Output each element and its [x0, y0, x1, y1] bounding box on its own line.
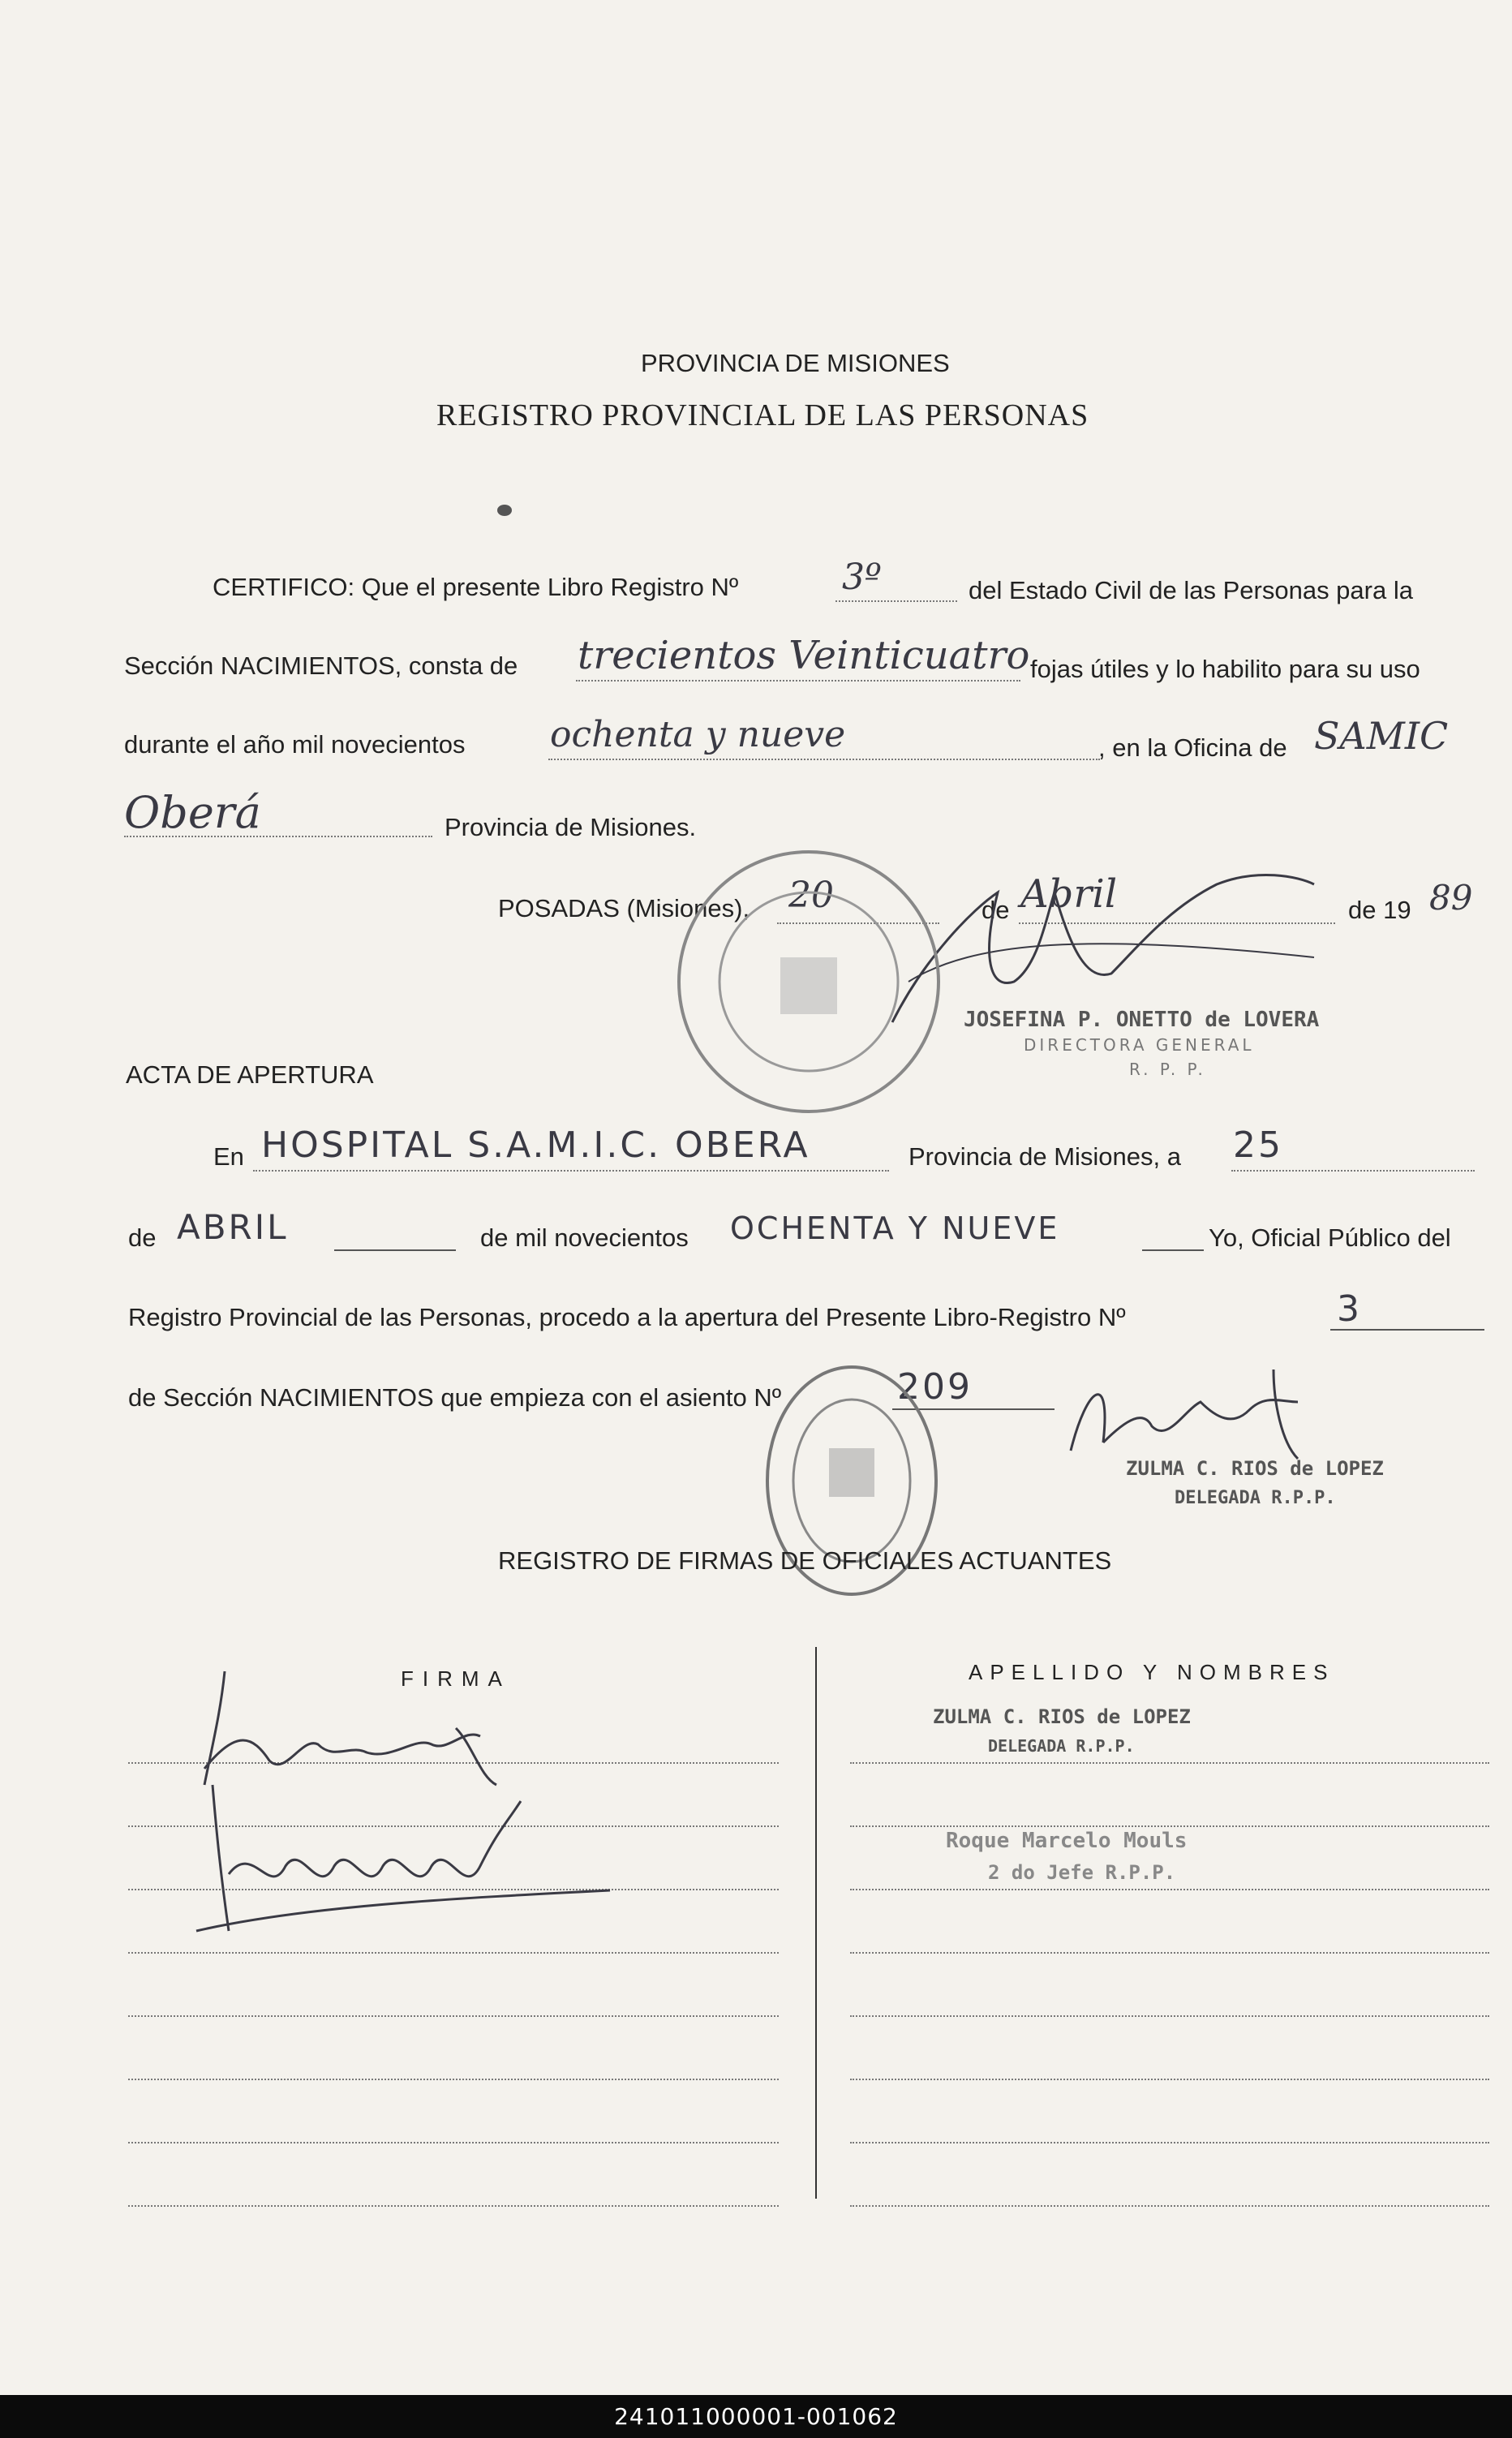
ruled-line: [128, 2079, 779, 2080]
month-handwritten: Abril: [1020, 871, 1118, 917]
official-seal-upper: [675, 848, 943, 1116]
col-firma-heading: FIRMA: [401, 1666, 511, 1691]
office2-handwritten: Oberá: [124, 787, 261, 838]
ruled-line: [850, 1825, 1489, 1827]
director-stamp-name: JOSEFINA P. ONETTO de LOVERA: [964, 1008, 1320, 1032]
book-number-line: [835, 600, 957, 602]
province-heading: PROVINCIA DE MISIONES: [641, 349, 950, 377]
ruled-line: [850, 1889, 1489, 1890]
ink-spot: [497, 505, 512, 516]
cert-text-3a: durante el año mil novecientos: [124, 730, 466, 759]
folios-handwritten: trecientos Veinticuatro: [578, 633, 1030, 678]
cert-text-3b: , en la Oficina de: [1098, 733, 1287, 762]
director-stamp-abbr: R. P. P.: [1129, 1060, 1206, 1079]
day-handwritten: 20: [788, 875, 834, 916]
signatures-title: REGISTRO DE FIRMAS DE OFICIALES ACTUANTES: [498, 1546, 1112, 1575]
archive-code-bar: [0, 2395, 1512, 2438]
acta-entry-handwritten: 209: [897, 1366, 973, 1408]
office-handwritten: SAMIC: [1314, 714, 1449, 758]
column-divider: [815, 1647, 817, 2199]
officer-2-stamp-title: 2 do Jefe R.P.P.: [988, 1861, 1176, 1884]
officer-1-stamp-name: ZULMA C. RIOS de LOPEZ: [933, 1705, 1191, 1728]
col-names-heading: APELLIDO Y NOMBRES: [969, 1660, 1335, 1684]
acta-text-4a: de Sección NACIMIENTOS que empieza con el asiento Nº: [128, 1383, 782, 1412]
year-handwritten: ochenta y nueve: [550, 714, 846, 755]
officer-1-stamp-title: DELEGADA R.P.P.: [988, 1736, 1135, 1756]
acta-text-1a: En: [213, 1142, 244, 1171]
director-stamp-title: DIRECTORA GENERAL: [1024, 1035, 1255, 1055]
acta-text-2a: de: [128, 1223, 157, 1252]
year2-handwritten: 89: [1429, 878, 1473, 918]
officer-signature-1: [188, 1663, 545, 1793]
ruled-line: [850, 1952, 1489, 1954]
ruled-line: [128, 2205, 779, 2207]
book-number-handwritten: 3º: [842, 557, 882, 598]
cert-text-5c: de 19: [1348, 896, 1411, 924]
officer-2-stamp-name: Roque Marcelo Mouls: [946, 1829, 1188, 1853]
acta-book-handwritten: 3: [1337, 1288, 1362, 1330]
delegate-stamp-name: ZULMA C. RIOS de LOPEZ: [1126, 1457, 1384, 1480]
place-handwritten: HOSPITAL S.A.M.I.C. OBERA: [261, 1124, 810, 1166]
acta-text-1b: Provincia de Misiones, a: [908, 1142, 1181, 1171]
ruled-line: [850, 1762, 1489, 1764]
cert-text-1a: CERTIFICO: Que el presente Libro Registro Nº: [213, 573, 739, 601]
cert-text-2b: fojas útiles y lo habilito para su uso: [1030, 655, 1420, 683]
acta-year-line: [1142, 1249, 1204, 1251]
ruled-line: [850, 2142, 1489, 2143]
delegate-stamp-title: DELEGADA R.P.P.: [1175, 1488, 1336, 1508]
folios-line: [576, 680, 1020, 682]
ruled-line: [850, 2205, 1489, 2207]
acta-day-line: [1231, 1170, 1475, 1172]
registry-heading: REGISTRO PROVINCIAL DE LAS PERSONAS: [436, 398, 1089, 432]
cert-text-4b: Provincia de Misiones.: [445, 813, 697, 841]
year-line: [548, 759, 1100, 760]
cert-text-2a: Sección NACIMIENTOS, consta de: [124, 651, 518, 680]
cert-text-1b: del Estado Civil de las Personas para la: [969, 576, 1413, 604]
ruled-line: [850, 2079, 1489, 2080]
acta-year-handwritten: OCHENTA Y NUEVE: [730, 1210, 1060, 1246]
archive-code: 241011000001-001062: [614, 2403, 898, 2430]
acta-text-2b: de mil novecientos: [480, 1223, 689, 1252]
acta-title: ACTA DE APERTURA: [126, 1060, 374, 1089]
ruled-line: [128, 2142, 779, 2143]
cert-text-5a: POSADAS (Misiones),: [498, 894, 750, 922]
ruled-line: [128, 1952, 779, 1954]
office2-line: [124, 836, 432, 837]
ruled-line: [128, 2015, 779, 2017]
acta-text-3a: Registro Provincial de las Personas, procedo a la apertura del Presente Libro-Registro Nº: [128, 1303, 1126, 1331]
acta-month-handwritten: ABRIL: [177, 1207, 289, 1247]
cert-text-5b: de: [982, 896, 1010, 924]
acta-day-handwritten: 25: [1233, 1124, 1283, 1166]
officer-signature-2: [180, 1777, 602, 1939]
acta-month-line: [334, 1249, 456, 1251]
place-line: [253, 1170, 889, 1172]
acta-text-2c: Yo, Oficial Público del: [1209, 1223, 1451, 1252]
ruled-line: [850, 2015, 1489, 2017]
